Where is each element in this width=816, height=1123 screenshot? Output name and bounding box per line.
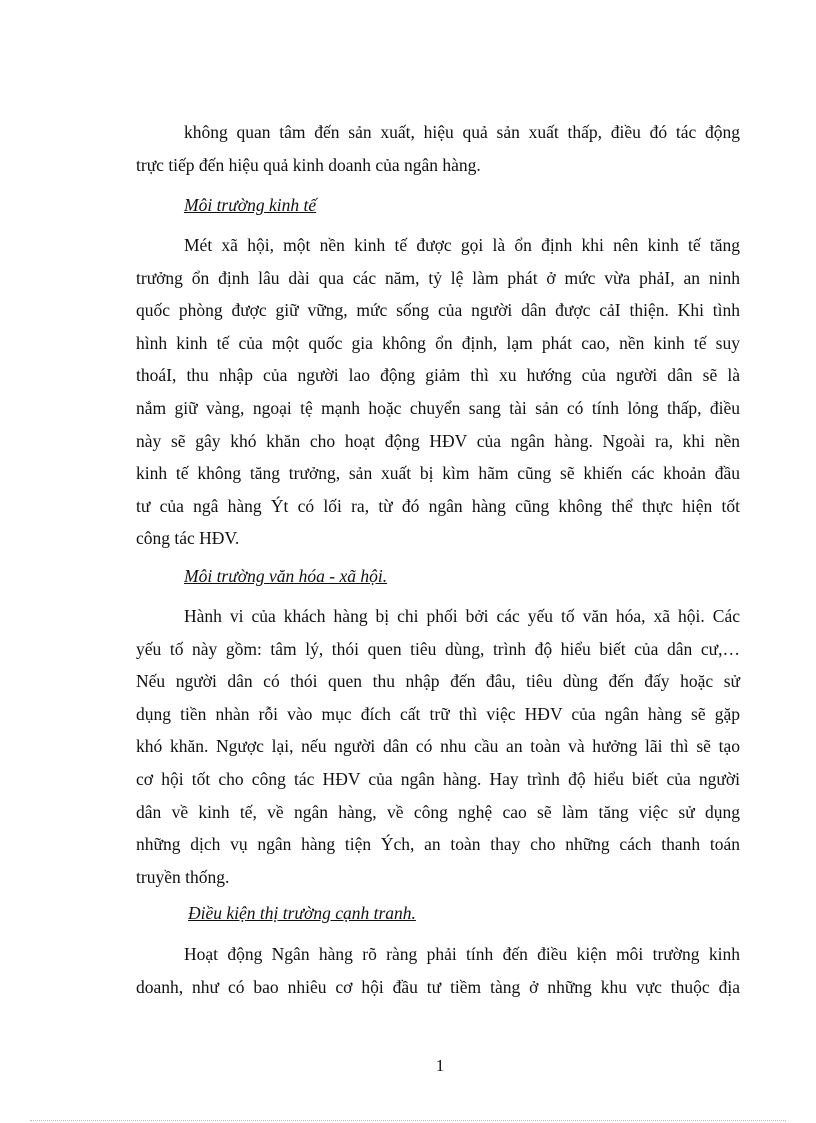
paragraph-line: dân về kinh tế, về ngân hàng, về công nghệ cao sẽ làm tăng việc sử dụng [136,801,740,822]
paragraph-line: nắm giữ vàng, ngoại tệ mạnh hoặc chuyển sang tài sản có tính lỏng thấp, điều [136,397,740,418]
heading-competitive-market: Điều kiện thị trường cạnh tranh. [188,903,416,923]
paragraph-line: tư của ngâ hàng Ýt có lối ra, từ đó ngân hàng cũng không thể thực hiện tốt [136,495,740,516]
paragraph-line: cơ hội tốt cho công tác HĐV của ngân hàng. Hay trình độ hiểu biết của người [136,768,740,789]
page-number: 1 [435,1056,445,1075]
paragraph-line: Hoạt động Ngân hàng rõ ràng phải tính đến điều kiện môi trường kinh [184,944,740,964]
paragraph-line: doanh, như có bao nhiêu cơ hội đầu tư tiềm tàng ở những khu vực thuộc địa [136,976,740,997]
paragraph-line: hình kinh tế của một quốc gia không ổn định, lạm phát cao, nền kinh tế suy [136,332,740,353]
paragraph-line: truyền thống. [136,866,230,887]
heading-cultural-social-environment: Môi trường văn hóa - xã hội. [184,566,388,586]
paragraph-line: yếu tố này gồm: tâm lý, thói quen tiêu dùng, trình độ hiểu biết của dân cư,… [136,638,740,659]
paragraph-line: Nếu người dân có thói quen thu nhập đến đâu, tiêu dùng đến đấy hoặc sử [136,671,740,692]
paragraph-line: thoáI, thu nhập của người lao động giảm thì xu hướng của người dân sẽ là [136,365,740,386]
paragraph-line: trực tiếp đến hiệu quả kinh doanh của ngân hàng. [136,154,481,175]
paragraph-line: Hành vi của khách hàng bị chi phối bởi các yếu tố văn hóa, xã hội. Các [184,606,740,626]
paragraph-line: Mét xã hội, một nền kinh tế được gọi là ổn định khi nên kinh tế tăng [184,235,740,255]
paragraph-line: này sẽ gây khó khăn cho hoạt động HĐV của ngân hàng. Ngoài ra, khi nền [136,430,740,451]
paragraph-line: những dịch vụ ngân hàng tiện Ých, an toàn thay cho những cách thanh toán [136,834,740,855]
heading-economic-environment: Môi trường kinh tế [184,195,317,215]
page-bottom-divider [30,1120,786,1121]
paragraph-3 [136,600,740,893]
paragraph-2 [136,229,740,555]
paragraph-4 [136,938,740,1003]
paragraph-line: trưởng ổn định lâu dài qua các năm, tỷ lệ làm phát ở mức vừa phảI, an ninh [136,267,740,288]
paragraph-line: kinh tế không tăng trưởng, sản xuất bị kìm hãm cũng sẽ khiến các khoản đầu [136,463,740,484]
paragraph-line: khó khăn. Ngược lại, nếu người dân có nhu cầu an toàn và hưởng lãi thì sẽ tạo [136,736,740,757]
paragraph-line: công tác HĐV. [136,528,240,549]
paragraph-line: quốc phòng được giữ vững, mức sống của người dân được cảI thiện. Khi tình [136,300,740,321]
paragraph-line: dụng tiền nhàn rỗi vào mục đích cất trữ thì việc HĐV của ngân hàng sẽ gặp [136,703,740,724]
paragraph-1 [136,116,740,181]
paragraph-line: không quan tâm đến sản xuất, hiệu quả sản xuất thấp, điều đó tác động [184,122,740,142]
